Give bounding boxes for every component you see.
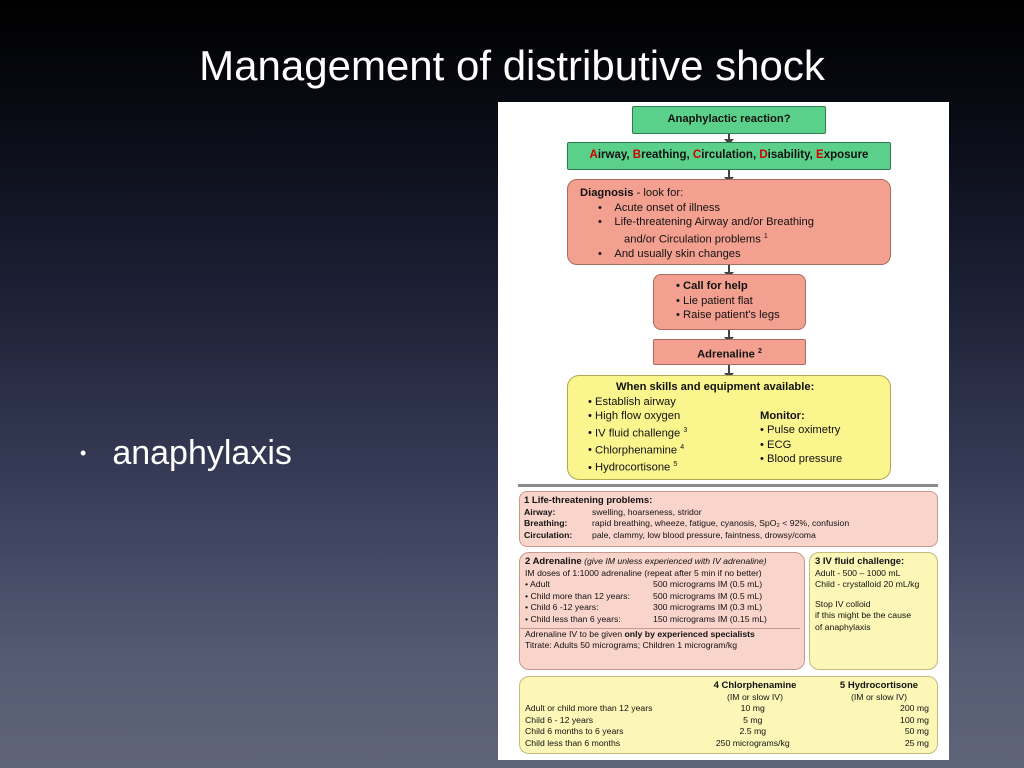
fluid-heading: 3 IV fluid challenge:	[815, 556, 905, 567]
anaphylactic-reaction-label: Anaphylactic reaction?	[667, 113, 791, 125]
call-item: • Call for help	[676, 279, 805, 294]
skills-heading: When skills and equipment available:	[616, 381, 815, 393]
skills-item: • IV fluid challenge $^3$	[588, 424, 760, 441]
diagnosis-item: • Life-threatening Airway and/or Breathing	[598, 215, 890, 230]
dose-row: Child less than 6 months 250 micrograms/kg 25 mg	[525, 737, 929, 748]
abcde-airway: irway,	[597, 149, 630, 161]
fluid-line: Adult - 500 – 1000 mL	[815, 567, 901, 578]
adr-sub: IM doses of 1:1000 adrenaline (repeat after 5 min if no better)	[525, 567, 762, 578]
fluid-line: if this might be the cause	[815, 610, 912, 621]
diagnosis-item: and/or Circulation problems $^1$	[624, 232, 768, 246]
adr-row: • Child 6 -12 years: 300 micrograms IM (0.3 mL)	[525, 602, 804, 614]
abcde-b: B	[632, 149, 642, 161]
life-row: Airway: swelling, hoarseness, stridor	[524, 506, 702, 517]
adr-row: • Child less than 6 years: 150 micrograms IM (0.15 mL)	[525, 614, 804, 626]
skills-item: • High flow oxygen	[588, 409, 760, 424]
fluid-line: Stop IV colloid	[815, 598, 871, 609]
arrow-4	[728, 330, 730, 338]
skills-item: • Hydrocortisone $^5$	[588, 458, 760, 475]
monitor-item: • Pulse oximetry	[760, 423, 842, 438]
diagnosis-list	[580, 201, 890, 262]
monitor-list	[760, 395, 842, 476]
abcde-a: A	[589, 149, 598, 161]
life-heading: 1 Life-threatening problems:	[524, 495, 653, 506]
anaphylaxis-algorithm-image	[498, 102, 949, 760]
monitor-item: • Blood pressure	[760, 452, 842, 467]
bullet-item	[80, 434, 292, 473]
adr-row: • Adult 500 micrograms IM (0.5 mL)	[525, 579, 804, 591]
doses-header: 4 Chlorphenamine (IM or slow IV) 5 Hydrocortisone (IM or slow IV)	[713, 680, 919, 702]
monitor-item: • ECG	[760, 438, 842, 453]
arrow-3	[728, 265, 730, 273]
adr-heading: 2 Adrenaline (give IM unless experienced with IV adrenaline)	[525, 556, 767, 567]
diagnosis-item: • And usually skin changes	[598, 247, 890, 262]
life-row: Breathing: rapid breathing, wheeze, fatigue, cyanosis, SpO₂ < 92%, confusion	[524, 518, 850, 529]
slide-title: Management of distributive shock	[199, 42, 825, 89]
adrenaline-label: Adrenaline	[697, 348, 755, 361]
skills-list	[588, 395, 760, 476]
skills-equipment-box	[567, 375, 891, 480]
diagnosis-heading: Diagnosis - look for:	[580, 187, 684, 199]
arrow-1	[728, 134, 730, 140]
fluid-line: of anaphylaxis	[815, 621, 871, 632]
diagnosis-box	[567, 179, 891, 265]
abcde-box	[567, 142, 891, 170]
arrow-5	[728, 365, 730, 374]
bullet-dot: •	[80, 443, 87, 463]
diagnosis-item: • Acute onset of illness	[598, 201, 890, 216]
dose-row: Child 6 - 12 years 5 mg 100 mg	[525, 714, 929, 725]
dose-row: Adult or child more than 12 years 10 mg 200 mg	[525, 703, 929, 714]
anaphylactic-reaction-box	[632, 106, 826, 134]
adr-row: • Child more than 12 years: 500 micrograms IM (0.5 mL)	[525, 591, 804, 603]
abcde-circulation: irculation,	[701, 149, 757, 161]
abcde-e: E	[816, 149, 824, 161]
adrenaline-dosing-box	[519, 552, 805, 670]
fluid-line: Child - crystalloid 20 mL/kg	[815, 579, 920, 590]
doses-box	[519, 676, 938, 754]
adr-iv: Adrenaline IV to be given only by experienced specialists	[520, 628, 800, 641]
life-row: Circulation: pale, clammy, low blood pressure, faintness, drowsy/coma	[524, 529, 816, 540]
abcde-exposure: xposure	[823, 149, 869, 161]
abcde-disability: isability,	[767, 149, 813, 161]
bullet-text: anaphylaxis	[112, 434, 292, 472]
adr-titrate: Titrate: Adults 50 micrograms; Children 1 microgram/kg	[525, 640, 738, 651]
adrenaline-footnote: 2	[758, 348, 762, 355]
abcde-d: D	[759, 149, 768, 161]
arrow-2	[728, 170, 730, 178]
adrenaline-box	[653, 339, 806, 365]
skills-item: • Establish airway	[588, 395, 760, 410]
dose-row: Child 6 months to 6 years 2.5 mg 50 mg	[525, 726, 929, 737]
call-for-help-box	[653, 274, 806, 330]
abcde-c: C	[692, 149, 702, 161]
skills-item: • Chlorphenamine $^4$	[588, 441, 760, 458]
abcde-breathing: reathing,	[641, 149, 690, 161]
separator	[518, 484, 938, 487]
monitor-heading: Monitor:	[760, 409, 805, 422]
call-item: • Raise patient's legs	[676, 308, 805, 323]
call-item: • Lie patient flat	[676, 294, 805, 309]
iv-fluid-box	[809, 552, 938, 670]
life-threatening-box	[519, 491, 938, 547]
